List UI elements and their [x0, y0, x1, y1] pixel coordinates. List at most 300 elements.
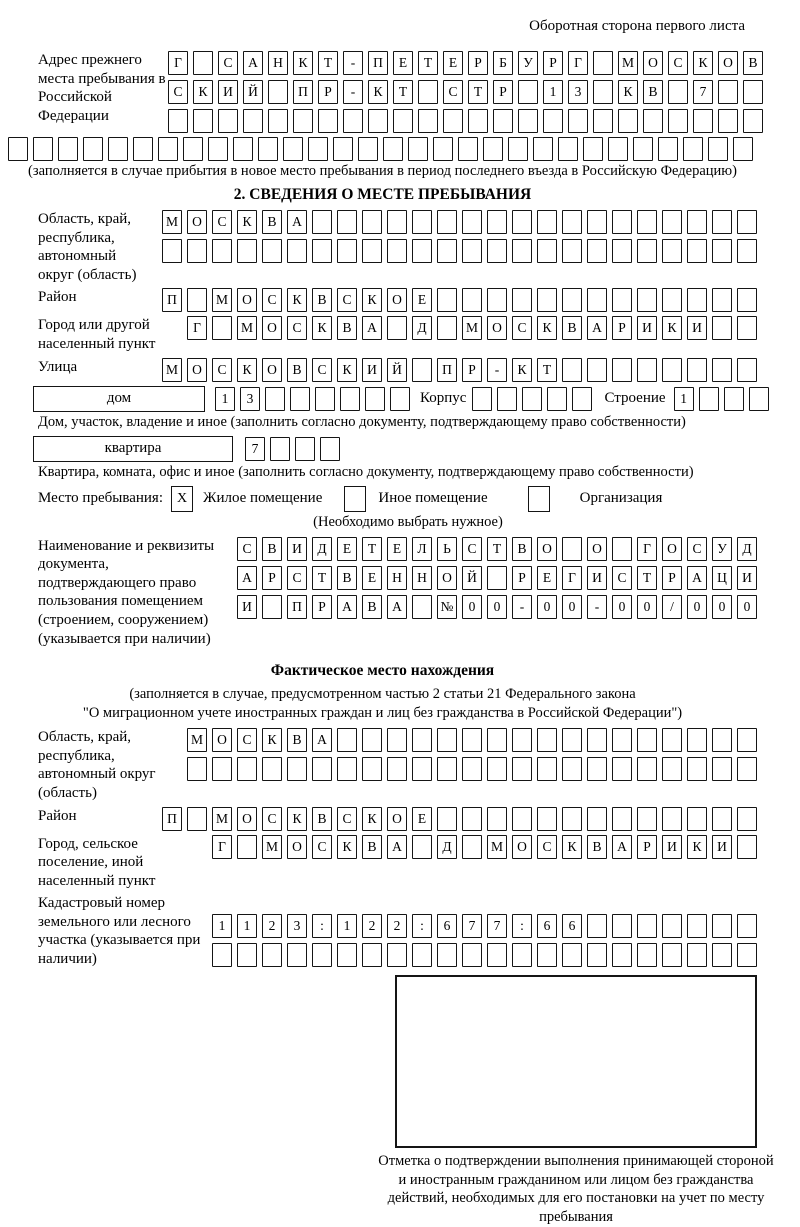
char-box[interactable]: [737, 239, 757, 263]
char-box[interactable]: [687, 239, 707, 263]
char-box[interactable]: 2: [362, 914, 382, 938]
char-box[interactable]: В: [587, 835, 607, 859]
char-box[interactable]: [387, 757, 407, 781]
char-box[interactable]: [262, 595, 282, 619]
char-box[interactable]: [33, 137, 53, 161]
char-box[interactable]: Е: [537, 566, 557, 590]
char-box[interactable]: [593, 51, 613, 75]
char-box[interactable]: [362, 239, 382, 263]
char-box[interactable]: С: [443, 80, 463, 104]
char-box[interactable]: [683, 137, 703, 161]
char-box[interactable]: [537, 728, 557, 752]
char-box[interactable]: К: [337, 835, 357, 859]
char-box[interactable]: [612, 537, 632, 561]
char-box[interactable]: [268, 109, 288, 133]
char-box[interactable]: Р: [612, 316, 632, 340]
char-box[interactable]: А: [587, 316, 607, 340]
char-box[interactable]: [462, 288, 482, 312]
char-box[interactable]: :: [412, 914, 432, 938]
char-box[interactable]: [593, 109, 613, 133]
char-box[interactable]: М: [162, 358, 182, 382]
char-box[interactable]: [562, 728, 582, 752]
char-box[interactable]: С: [462, 537, 482, 561]
char-box[interactable]: О: [387, 807, 407, 831]
char-box[interactable]: 0: [537, 595, 557, 619]
char-box[interactable]: О: [437, 566, 457, 590]
char-box[interactable]: О: [262, 358, 282, 382]
char-box[interactable]: А: [387, 595, 407, 619]
char-box[interactable]: [187, 807, 207, 831]
char-box[interactable]: [318, 109, 338, 133]
char-box[interactable]: [712, 807, 732, 831]
char-box[interactable]: [712, 914, 732, 938]
char-box[interactable]: [387, 210, 407, 234]
char-box[interactable]: В: [562, 316, 582, 340]
char-box[interactable]: [412, 728, 432, 752]
char-box[interactable]: [387, 943, 407, 967]
char-box[interactable]: В: [312, 807, 332, 831]
char-box[interactable]: Й: [243, 80, 263, 104]
char-box[interactable]: -: [587, 595, 607, 619]
char-box[interactable]: [368, 109, 388, 133]
char-box[interactable]: М: [262, 835, 282, 859]
char-box[interactable]: 1: [543, 80, 563, 104]
char-box[interactable]: [687, 757, 707, 781]
char-box[interactable]: [287, 757, 307, 781]
char-box[interactable]: [262, 943, 282, 967]
char-box[interactable]: Н: [268, 51, 288, 75]
char-box[interactable]: В: [743, 51, 763, 75]
char-box[interactable]: Р: [312, 595, 332, 619]
char-box[interactable]: Г: [637, 537, 657, 561]
char-box[interactable]: Т: [312, 566, 332, 590]
char-box[interactable]: [212, 757, 232, 781]
char-box[interactable]: О: [643, 51, 663, 75]
char-box[interactable]: [562, 807, 582, 831]
char-box[interactable]: [537, 943, 557, 967]
char-box[interactable]: С: [218, 51, 238, 75]
char-box[interactable]: [699, 387, 719, 411]
char-box[interactable]: [412, 595, 432, 619]
char-box[interactable]: [562, 943, 582, 967]
char-box[interactable]: К: [287, 807, 307, 831]
char-box[interactable]: О: [387, 288, 407, 312]
char-box[interactable]: Р: [493, 80, 513, 104]
char-box[interactable]: [462, 943, 482, 967]
char-box[interactable]: [612, 728, 632, 752]
char-box[interactable]: [437, 210, 457, 234]
char-box[interactable]: А: [237, 566, 257, 590]
char-box[interactable]: [187, 239, 207, 263]
char-box[interactable]: Т: [318, 51, 338, 75]
char-box[interactable]: [662, 807, 682, 831]
apartment-type-box[interactable]: квартира: [33, 436, 233, 462]
char-box[interactable]: М: [212, 807, 232, 831]
char-box[interactable]: [437, 288, 457, 312]
char-box[interactable]: О: [212, 728, 232, 752]
char-box[interactable]: [243, 109, 263, 133]
char-box[interactable]: [237, 239, 257, 263]
char-box[interactable]: О: [287, 835, 307, 859]
char-box[interactable]: [537, 807, 557, 831]
char-box[interactable]: С: [287, 316, 307, 340]
char-box[interactable]: М: [187, 728, 207, 752]
char-box[interactable]: [633, 137, 653, 161]
char-box[interactable]: И: [687, 316, 707, 340]
char-box[interactable]: Т: [393, 80, 413, 104]
char-box[interactable]: [487, 288, 507, 312]
char-box[interactable]: У: [712, 537, 732, 561]
char-box[interactable]: [320, 437, 340, 461]
char-box[interactable]: [687, 358, 707, 382]
char-box[interactable]: А: [243, 51, 263, 75]
char-box[interactable]: [737, 358, 757, 382]
char-box[interactable]: [387, 316, 407, 340]
char-box[interactable]: [737, 914, 757, 938]
char-box[interactable]: Д: [437, 835, 457, 859]
char-box[interactable]: [433, 137, 453, 161]
char-box[interactable]: О: [718, 51, 738, 75]
char-box[interactable]: 1: [674, 387, 694, 411]
char-box[interactable]: [183, 137, 203, 161]
char-box[interactable]: [518, 80, 538, 104]
char-box[interactable]: А: [387, 835, 407, 859]
char-box[interactable]: [583, 137, 603, 161]
char-box[interactable]: [265, 387, 285, 411]
char-box[interactable]: [537, 210, 557, 234]
char-box[interactable]: [612, 943, 632, 967]
char-box[interactable]: [712, 239, 732, 263]
char-box[interactable]: П: [162, 288, 182, 312]
char-box[interactable]: [662, 943, 682, 967]
char-box[interactable]: И: [287, 537, 307, 561]
char-box[interactable]: Й: [387, 358, 407, 382]
char-box[interactable]: М: [237, 316, 257, 340]
char-box[interactable]: [383, 137, 403, 161]
char-box[interactable]: [437, 943, 457, 967]
char-box[interactable]: Т: [537, 358, 557, 382]
char-box[interactable]: [493, 109, 513, 133]
char-box[interactable]: И: [362, 358, 382, 382]
char-box[interactable]: П: [162, 807, 182, 831]
char-box[interactable]: В: [362, 835, 382, 859]
char-box[interactable]: А: [287, 210, 307, 234]
char-box[interactable]: 0: [687, 595, 707, 619]
char-box[interactable]: [733, 137, 753, 161]
char-box[interactable]: [662, 728, 682, 752]
char-box[interactable]: [462, 210, 482, 234]
char-box[interactable]: К: [562, 835, 582, 859]
char-box[interactable]: [587, 728, 607, 752]
char-box[interactable]: К: [237, 210, 257, 234]
char-box[interactable]: [712, 757, 732, 781]
char-box[interactable]: :: [512, 914, 532, 938]
char-box[interactable]: [390, 387, 410, 411]
char-box[interactable]: К: [362, 288, 382, 312]
char-box[interactable]: Р: [462, 358, 482, 382]
char-box[interactable]: О: [537, 537, 557, 561]
char-box[interactable]: 3: [287, 914, 307, 938]
char-box[interactable]: Е: [443, 51, 463, 75]
char-box[interactable]: [662, 914, 682, 938]
char-box[interactable]: [283, 137, 303, 161]
char-box[interactable]: К: [693, 51, 713, 75]
char-box[interactable]: [562, 358, 582, 382]
char-box[interactable]: [737, 316, 757, 340]
char-box[interactable]: Т: [637, 566, 657, 590]
char-box[interactable]: [312, 210, 332, 234]
char-box[interactable]: [612, 914, 632, 938]
char-box[interactable]: [337, 210, 357, 234]
char-box[interactable]: Л: [412, 537, 432, 561]
char-box[interactable]: К: [287, 288, 307, 312]
char-box[interactable]: [662, 239, 682, 263]
char-box[interactable]: И: [712, 835, 732, 859]
char-box[interactable]: [737, 288, 757, 312]
char-box[interactable]: [162, 239, 182, 263]
char-box[interactable]: [518, 109, 538, 133]
char-box[interactable]: [108, 137, 128, 161]
char-box[interactable]: [668, 80, 688, 104]
char-box[interactable]: [187, 288, 207, 312]
char-box[interactable]: [497, 387, 517, 411]
char-box[interactable]: [487, 757, 507, 781]
char-box[interactable]: [718, 109, 738, 133]
char-box[interactable]: 2: [262, 914, 282, 938]
char-box[interactable]: [562, 288, 582, 312]
char-box[interactable]: [637, 288, 657, 312]
char-box[interactable]: Н: [387, 566, 407, 590]
char-box[interactable]: С: [337, 288, 357, 312]
char-box[interactable]: [637, 943, 657, 967]
char-box[interactable]: Т: [487, 537, 507, 561]
char-box[interactable]: [712, 358, 732, 382]
char-box[interactable]: К: [293, 51, 313, 75]
char-box[interactable]: И: [218, 80, 238, 104]
char-box[interactable]: [562, 210, 582, 234]
char-box[interactable]: Р: [543, 51, 563, 75]
char-box[interactable]: [668, 109, 688, 133]
char-box[interactable]: 7: [462, 914, 482, 938]
char-box[interactable]: [462, 807, 482, 831]
char-box[interactable]: [387, 239, 407, 263]
char-box[interactable]: [508, 137, 528, 161]
char-box[interactable]: [687, 807, 707, 831]
char-box[interactable]: О: [512, 835, 532, 859]
char-box[interactable]: [237, 943, 257, 967]
char-box[interactable]: М: [212, 288, 232, 312]
char-box[interactable]: [743, 80, 763, 104]
char-box[interactable]: [572, 387, 592, 411]
char-box[interactable]: [662, 757, 682, 781]
char-box[interactable]: Р: [637, 835, 657, 859]
char-box[interactable]: Т: [468, 80, 488, 104]
char-box[interactable]: [212, 316, 232, 340]
char-box[interactable]: [437, 728, 457, 752]
char-box[interactable]: С: [337, 807, 357, 831]
stay-type-checkbox-other[interactable]: [344, 486, 366, 512]
char-box[interactable]: В: [287, 728, 307, 752]
char-box[interactable]: [472, 387, 492, 411]
char-box[interactable]: [487, 728, 507, 752]
char-box[interactable]: В: [337, 316, 357, 340]
char-box[interactable]: [312, 943, 332, 967]
char-box[interactable]: О: [662, 537, 682, 561]
char-box[interactable]: Р: [262, 566, 282, 590]
char-box[interactable]: -: [343, 51, 363, 75]
char-box[interactable]: [218, 109, 238, 133]
char-box[interactable]: -: [343, 80, 363, 104]
char-box[interactable]: А: [312, 728, 332, 752]
char-box[interactable]: 3: [240, 387, 260, 411]
char-box[interactable]: К: [687, 835, 707, 859]
char-box[interactable]: 6: [537, 914, 557, 938]
char-box[interactable]: [612, 239, 632, 263]
char-box[interactable]: К: [237, 358, 257, 382]
char-box[interactable]: 7: [693, 80, 713, 104]
char-box[interactable]: И: [737, 566, 757, 590]
char-box[interactable]: Д: [412, 316, 432, 340]
char-box[interactable]: [587, 943, 607, 967]
char-box[interactable]: [293, 109, 313, 133]
char-box[interactable]: [412, 210, 432, 234]
char-box[interactable]: №: [437, 595, 457, 619]
char-box[interactable]: В: [643, 80, 663, 104]
char-box[interactable]: Г: [562, 566, 582, 590]
char-box[interactable]: [287, 239, 307, 263]
char-box[interactable]: 0: [612, 595, 632, 619]
char-box[interactable]: [437, 316, 457, 340]
char-box[interactable]: С: [537, 835, 557, 859]
char-box[interactable]: [512, 757, 532, 781]
char-box[interactable]: [712, 316, 732, 340]
char-box[interactable]: 1: [337, 914, 357, 938]
char-box[interactable]: [8, 137, 28, 161]
char-box[interactable]: О: [237, 288, 257, 312]
char-box[interactable]: [662, 210, 682, 234]
char-box[interactable]: [718, 80, 738, 104]
char-box[interactable]: /: [662, 595, 682, 619]
char-box[interactable]: И: [237, 595, 257, 619]
char-box[interactable]: [212, 239, 232, 263]
char-box[interactable]: [337, 757, 357, 781]
char-box[interactable]: [412, 757, 432, 781]
char-box[interactable]: [562, 537, 582, 561]
char-box[interactable]: Б: [493, 51, 513, 75]
char-box[interactable]: О: [237, 807, 257, 831]
char-box[interactable]: [212, 943, 232, 967]
char-box[interactable]: :: [312, 914, 332, 938]
char-box[interactable]: -: [512, 595, 532, 619]
char-box[interactable]: В: [262, 210, 282, 234]
char-box[interactable]: [562, 757, 582, 781]
char-box[interactable]: [468, 109, 488, 133]
char-box[interactable]: Р: [468, 51, 488, 75]
char-box[interactable]: С: [212, 210, 232, 234]
char-box[interactable]: [287, 943, 307, 967]
char-box[interactable]: С: [312, 358, 332, 382]
char-box[interactable]: [268, 80, 288, 104]
char-box[interactable]: 0: [712, 595, 732, 619]
char-box[interactable]: [270, 437, 290, 461]
char-box[interactable]: Е: [412, 288, 432, 312]
char-box[interactable]: О: [187, 358, 207, 382]
char-box[interactable]: [612, 757, 632, 781]
char-box[interactable]: [458, 137, 478, 161]
char-box[interactable]: -: [487, 358, 507, 382]
char-box[interactable]: [262, 239, 282, 263]
char-box[interactable]: Ц: [712, 566, 732, 590]
char-box[interactable]: [412, 358, 432, 382]
char-box[interactable]: [462, 239, 482, 263]
char-box[interactable]: [612, 210, 632, 234]
char-box[interactable]: [712, 728, 732, 752]
char-box[interactable]: В: [287, 358, 307, 382]
char-box[interactable]: С: [262, 288, 282, 312]
stay-type-checkbox-organization[interactable]: [528, 486, 550, 512]
char-box[interactable]: 6: [562, 914, 582, 938]
char-box[interactable]: Г: [212, 835, 232, 859]
char-box[interactable]: [512, 239, 532, 263]
char-box[interactable]: [193, 51, 213, 75]
house-type-box[interactable]: дом: [33, 386, 205, 412]
char-box[interactable]: [693, 109, 713, 133]
char-box[interactable]: В: [312, 288, 332, 312]
char-box[interactable]: У: [518, 51, 538, 75]
char-box[interactable]: С: [168, 80, 188, 104]
char-box[interactable]: Е: [337, 537, 357, 561]
char-box[interactable]: 0: [462, 595, 482, 619]
char-box[interactable]: Е: [362, 566, 382, 590]
char-box[interactable]: 7: [245, 437, 265, 461]
char-box[interactable]: К: [537, 316, 557, 340]
char-box[interactable]: А: [687, 566, 707, 590]
char-box[interactable]: [637, 239, 657, 263]
char-box[interactable]: Н: [412, 566, 432, 590]
char-box[interactable]: К: [512, 358, 532, 382]
char-box[interactable]: [437, 757, 457, 781]
char-box[interactable]: [637, 728, 657, 752]
char-box[interactable]: 3: [568, 80, 588, 104]
char-box[interactable]: Д: [737, 537, 757, 561]
char-box[interactable]: [343, 109, 363, 133]
char-box[interactable]: [237, 835, 257, 859]
char-box[interactable]: [483, 137, 503, 161]
char-box[interactable]: [312, 757, 332, 781]
char-box[interactable]: [658, 137, 678, 161]
char-box[interactable]: К: [362, 807, 382, 831]
char-box[interactable]: [512, 807, 532, 831]
char-box[interactable]: [537, 239, 557, 263]
char-box[interactable]: Г: [168, 51, 188, 75]
char-box[interactable]: 6: [437, 914, 457, 938]
char-box[interactable]: С: [237, 537, 257, 561]
char-box[interactable]: К: [262, 728, 282, 752]
char-box[interactable]: [637, 210, 657, 234]
char-box[interactable]: [437, 239, 457, 263]
char-box[interactable]: Р: [662, 566, 682, 590]
char-box[interactable]: [312, 239, 332, 263]
char-box[interactable]: [418, 80, 438, 104]
char-box[interactable]: [687, 914, 707, 938]
char-box[interactable]: [308, 137, 328, 161]
char-box[interactable]: [612, 288, 632, 312]
char-box[interactable]: С: [212, 358, 232, 382]
char-box[interactable]: [749, 387, 769, 411]
char-box[interactable]: Е: [393, 51, 413, 75]
char-box[interactable]: Т: [362, 537, 382, 561]
char-box[interactable]: [362, 728, 382, 752]
